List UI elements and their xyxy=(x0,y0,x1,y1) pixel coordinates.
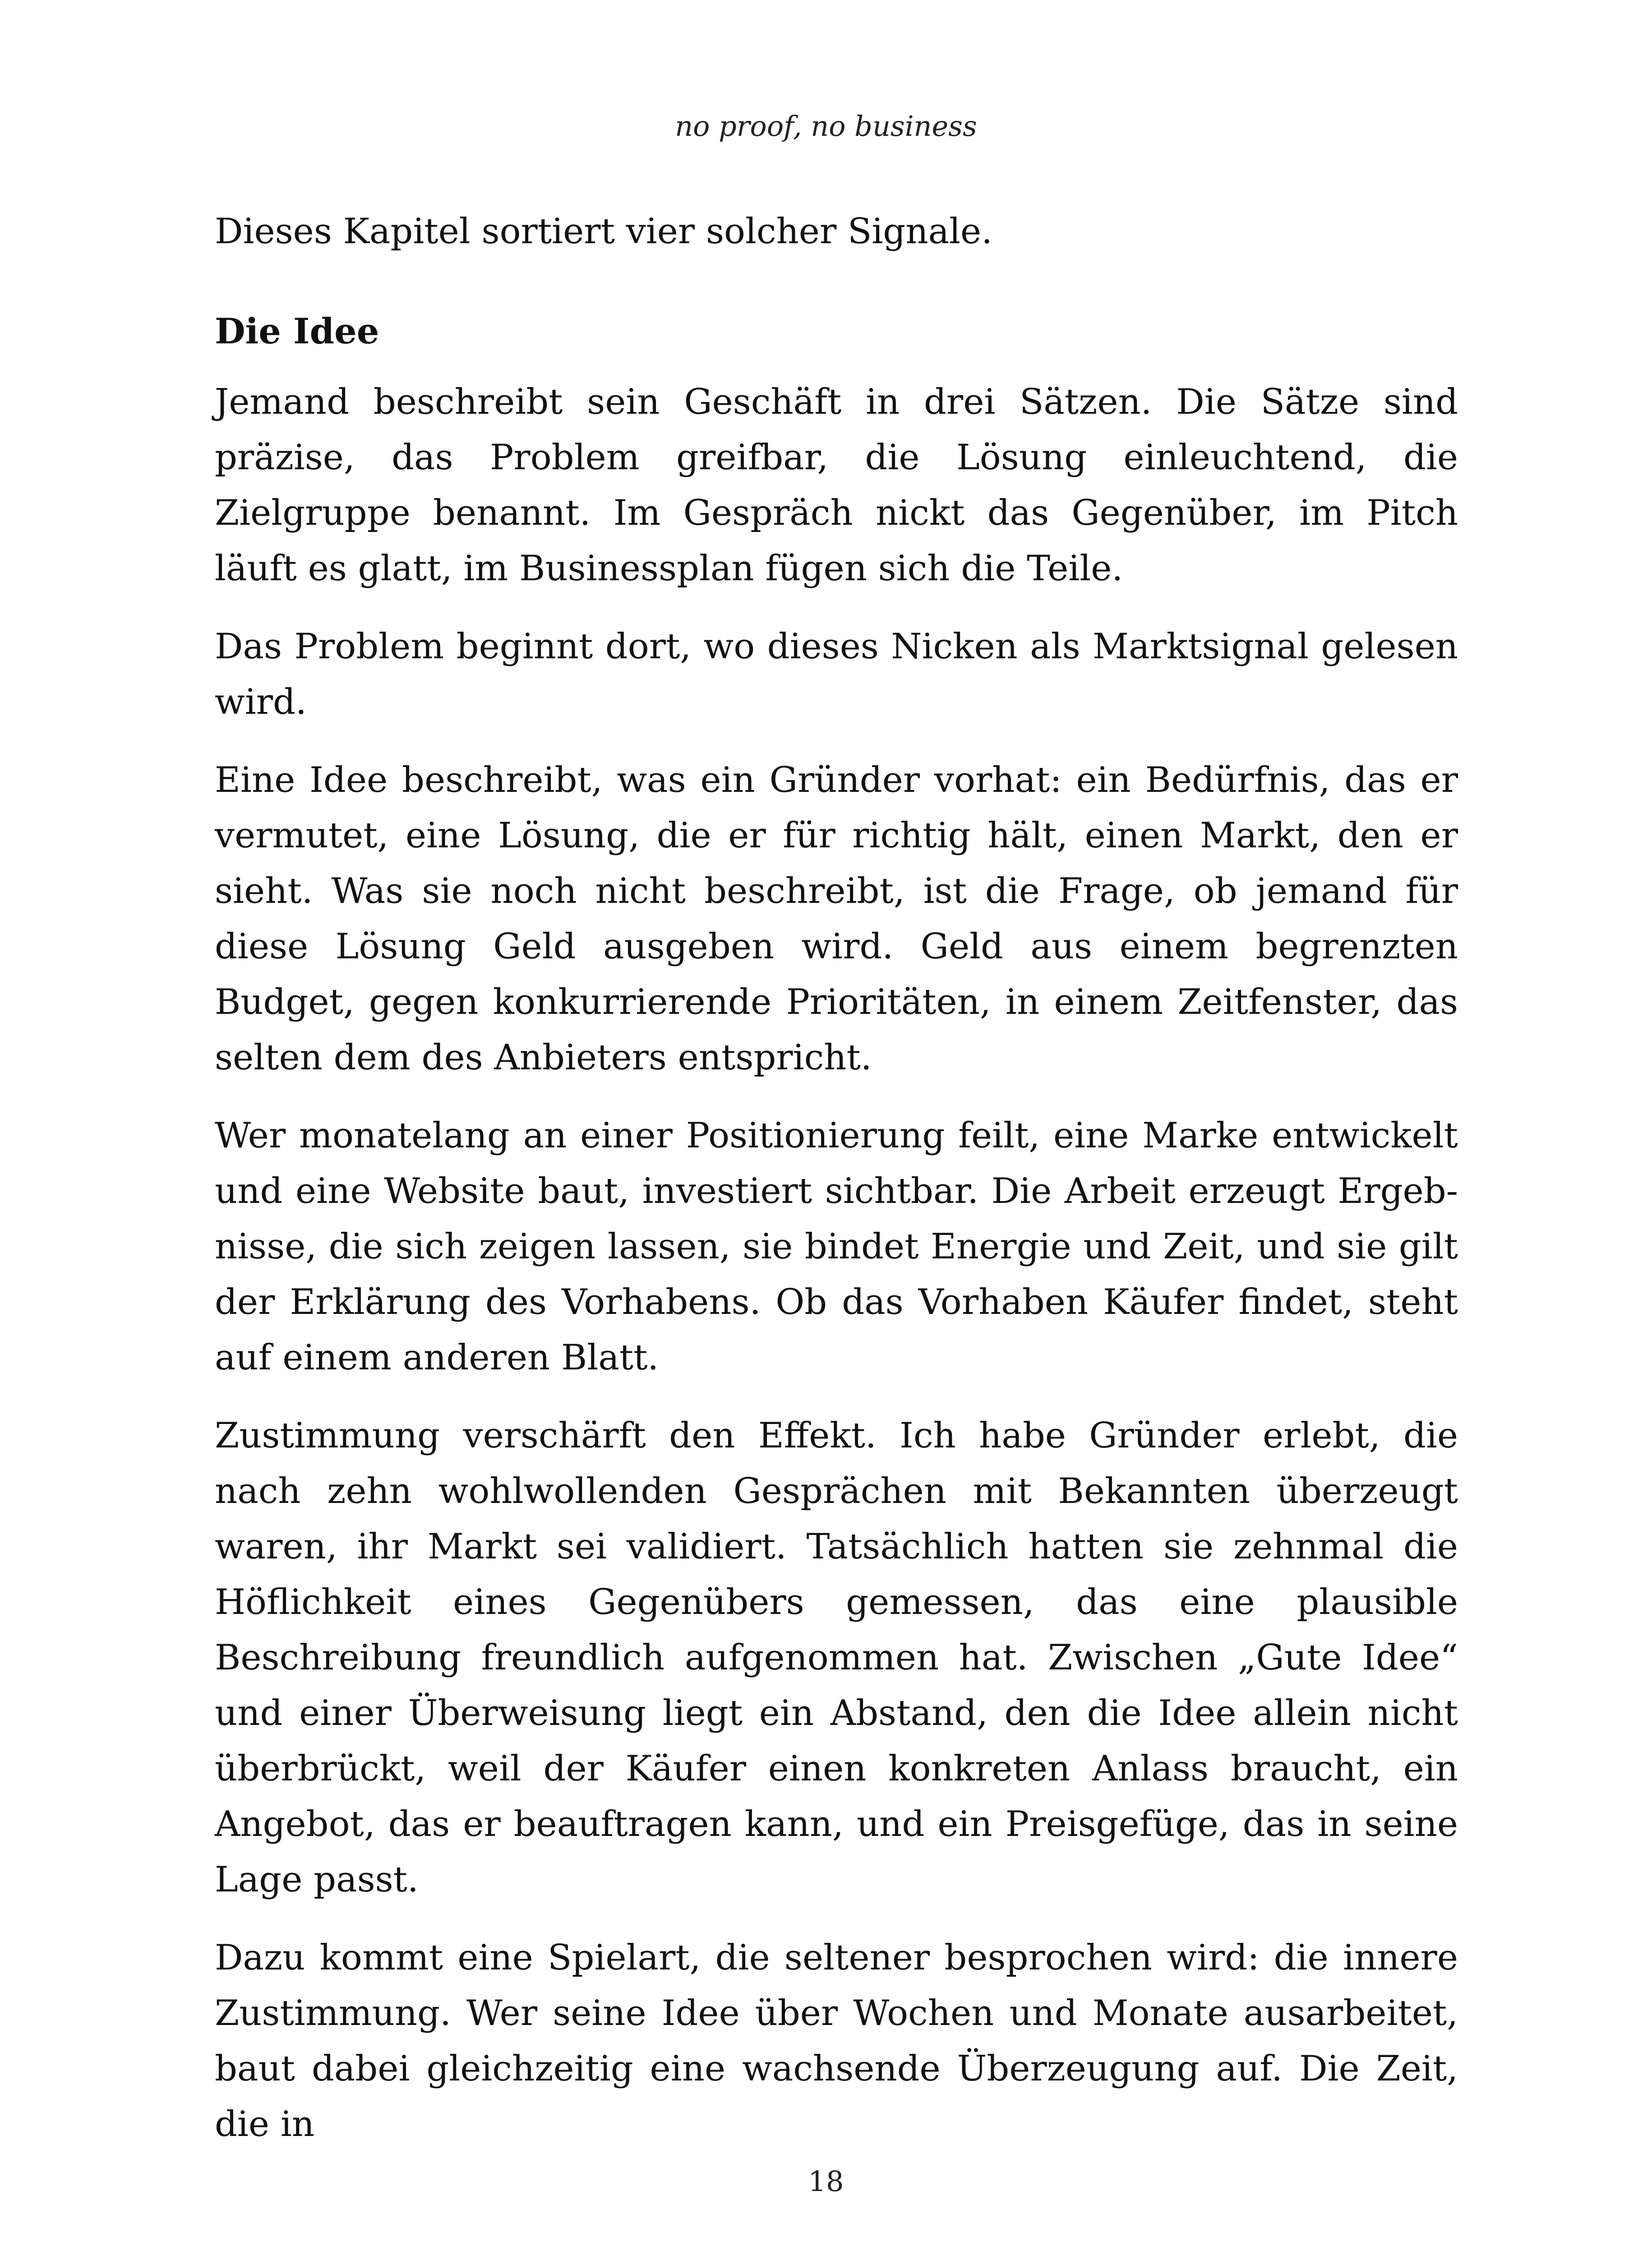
body-paragraph: Eine Idee beschreibt, was ein Gründer vorhat: ein Bedürfnis, das er vermutet, eine Lösung, die er für richtig hält, einen Markt, den er sieht. Was sie noch nicht beschreibt, ist die Frage, ob jemand für diese Lösung Geld ausgeben wird. Geld aus einem begrenzten Budget, gegen konkurrierende Prioritäten, in einem Zeitfenster, das selten dem des Anbieters entspricht. xyxy=(215,760,1458,1078)
body-paragraph: Jemand beschreibt sein Geschäft in drei Sätzen. Die Sätze sind präzise, das Problem greifbar, die Lösung einleuchtend, die Zielgruppe benannt. Im Gespräch nickt das Gegenüber, im Pitch läuft es glatt, im Businessplan fügen sich die Teile. xyxy=(215,382,1458,589)
body-paragraph: Zustimmung verschärft den Effekt. Ich habe Gründer erlebt, die nach zehn wohlwollenden Gesprächen mit Bekannten überzeugt waren, ihr Markt sei validiert. Tatsächlich hatten sie zehnmal die Höflichkeit eines Gegenübers gemessen, das eine plausible Beschreibung freundlich aufgenommen hat. Zwischen „Gute Idee“ und einer Überweisung liegt ein Abstand, den die Idee allein nicht überbrückt, weil der Käufer einen konkreten Anlass braucht, ein Angebot, das er beauftragen kann, und ein Preisgefüge, das in seine Lage passt. xyxy=(215,1415,1458,1900)
body-paragraph: Wer monatelang an einer Positionierung feilt, eine Marke entwickelt und eine Website baut, investiert sichtbar. Die Arbeit erzeugt Ergebnisse, die sich zeigen lassen, sie bindet Energie und Zeit, und sie gilt der Erklärung des Vorhabens. Ob das Vorhaben Käufer findet, steht auf einem anderen Blatt. xyxy=(215,1115,1458,1378)
running-head: no proof, no business xyxy=(675,110,977,143)
body-paragraph: Dazu kommt eine Spielart, die seltener besprochen wird: die innere Zustimmung. Wer seine Idee über Wochen und Monate ausarbeitet, baut dabei gleichzeitig eine wachsende Überzeugung auf. Die Zeit, die in xyxy=(215,1937,1458,2145)
page-content xyxy=(215,204,1458,2175)
page-number: 18 xyxy=(808,2165,844,2198)
section-heading: Die Idee xyxy=(215,311,379,352)
body-paragraph: Das Problem beginnt dort, wo dieses Nicken als Marktsignal gelesen wird. xyxy=(215,626,1458,722)
intro-paragraph: Dieses Kapitel sortiert vier solcher Signale. xyxy=(215,211,992,252)
